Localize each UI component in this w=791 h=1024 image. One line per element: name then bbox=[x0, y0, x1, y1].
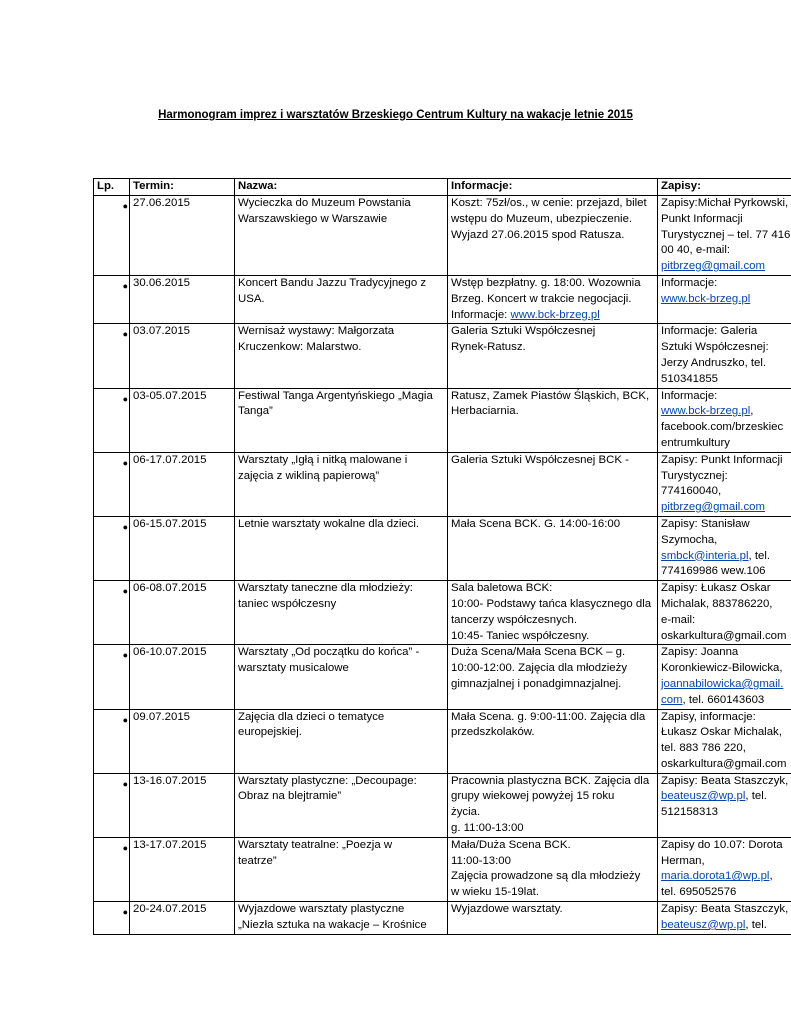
row-signup: Informacje: www.bck-brzeg.pl bbox=[658, 275, 791, 323]
email-link[interactable]: pitbrzeg@gmail.com bbox=[661, 260, 765, 273]
row-signup: Informacje: Galeria Sztuki Współczesnej: Jerzy Andruszko, tel. 510341855 bbox=[658, 324, 791, 388]
table-row bbox=[94, 773, 791, 837]
row-info: Mała Scena BCK. G. 14:00-16:00 bbox=[448, 516, 658, 580]
table-row bbox=[94, 709, 791, 773]
header-nazwa: Nazwa: bbox=[235, 179, 448, 196]
row-date: 30.06.2015 bbox=[130, 275, 235, 323]
bullet-icon: ● bbox=[122, 329, 128, 340]
row-name: Wernisaż wystawy: Małgorzata Kruczenkow: Malarstwo. bbox=[235, 324, 448, 388]
document-title: Harmonogram imprez i warsztatów Brzeskiego Centrum Kultury na wakacje letnie 2015 bbox=[158, 109, 633, 121]
row-number bbox=[94, 324, 130, 388]
row-signup: Zapisy: Stanisław Szymocha, smbck@interia.pl, tel. 774169986 wew.106 bbox=[658, 516, 791, 580]
row-number bbox=[94, 581, 130, 645]
row-name: Warsztaty plastyczne: „Decoupage: Obraz na blejtramie” bbox=[235, 773, 448, 837]
bullet-icon: ● bbox=[122, 586, 128, 597]
row-signup: Zapisy: Łukasz Oskar Michalak, 883786220, e-mail: oskarkultura@gmail.com bbox=[658, 581, 791, 645]
row-name: Warsztaty „Od początku do końca” - warsztaty musicalowe bbox=[235, 645, 448, 709]
bullet-icon: ● bbox=[122, 521, 128, 532]
row-info: Duża Scena/Mała Scena BCK – g. 10:00-12:00. Zajęcia dla młodzieży gimnazjalnej i ponadgimnazjalnej. bbox=[448, 645, 658, 709]
bullet-icon: ● bbox=[122, 778, 128, 789]
website-link[interactable]: www.bck-brzeg.pl bbox=[661, 405, 751, 418]
email-link[interactable]: pitbrzeg@gmail.com bbox=[661, 501, 765, 514]
row-number bbox=[94, 196, 130, 276]
table-row bbox=[94, 645, 791, 709]
row-info: Mała Scena. g. 9:00-11:00. Zajęcia dla przedszkolaków. bbox=[448, 709, 658, 773]
row-number bbox=[94, 645, 130, 709]
bullet-icon: ● bbox=[122, 650, 128, 661]
row-signup: Zapisy:Michał Pyrkowski, Punkt Informacji Turystycznej – tel. 77 416 00 40, e-mail: pitbrzeg@gmail.com bbox=[658, 196, 791, 276]
row-number bbox=[94, 902, 130, 935]
email-link[interactable]: beateusz@wp.pl bbox=[661, 790, 746, 803]
row-number bbox=[94, 709, 130, 773]
table-row bbox=[94, 902, 791, 935]
header-lp: Lp. bbox=[94, 179, 130, 196]
row-date: 13-16.07.2015 bbox=[130, 773, 235, 837]
row-info: Galeria Sztuki Współczesnej BCK - bbox=[448, 452, 658, 516]
header-termin: Termin: bbox=[130, 179, 235, 196]
row-info: Mała/Duża Scena BCK. 11:00-13:00 Zajęcia prowadzone są dla młodzieży w wieku 15-19lat. bbox=[448, 837, 658, 901]
bullet-icon: ● bbox=[122, 842, 128, 853]
row-info: Galeria Sztuki Współczesnej Rynek-Ratusz. bbox=[448, 324, 658, 388]
header-informacje: Informacje: bbox=[448, 179, 658, 196]
events-table bbox=[93, 178, 791, 935]
row-signup: Zapisy: Joanna Koronkiewicz-Bilowicka, joannabilowicka@gmail. com, tel. 660143603 bbox=[658, 645, 791, 709]
row-date: 13-17.07.2015 bbox=[130, 837, 235, 901]
row-signup: Zapisy, informacje: Łukasz Oskar Michalak, tel. 883 786 220, oskarkultura@gmail.com bbox=[658, 709, 791, 773]
row-number bbox=[94, 452, 130, 516]
row-signup: Zapisy: Beata Staszczyk, beateusz@wp.pl, tel. 512158313 bbox=[658, 773, 791, 837]
row-number bbox=[94, 275, 130, 323]
row-date: 06-08.07.2015 bbox=[130, 581, 235, 645]
row-date: 06-10.07.2015 bbox=[130, 645, 235, 709]
row-signup: Zapisy do 10.07: Dorota Herman, maria.dorota1@wp.pl, tel. 695052576 bbox=[658, 837, 791, 901]
row-date: 06-17.07.2015 bbox=[130, 452, 235, 516]
row-name: Warsztaty teatralne: „Poezja w teatrze” bbox=[235, 837, 448, 901]
row-name: Warsztaty taneczne dla młodzieży: taniec współczesny bbox=[235, 581, 448, 645]
table-header-row bbox=[94, 179, 791, 196]
row-info: Pracownia plastyczna BCK. Zajęcia dla grupy wiekowej powyżej 15 roku życia. g. 11:00-13:00 bbox=[448, 773, 658, 837]
table-row bbox=[94, 516, 791, 580]
row-date: 03.07.2015 bbox=[130, 324, 235, 388]
bullet-icon: ● bbox=[122, 280, 128, 291]
row-signup: Zapisy: Beata Staszczyk, beateusz@wp.pl, tel. bbox=[658, 902, 791, 935]
row-date: 20-24.07.2015 bbox=[130, 902, 235, 935]
table-row bbox=[94, 324, 791, 388]
row-number bbox=[94, 773, 130, 837]
row-info: Koszt: 75zł/os., w cenie: przejazd, bilet wstępu do Muzeum, ubezpieczenie. Wyjazd 27.06.2015 spod Ratusza. bbox=[448, 196, 658, 276]
table-row bbox=[94, 452, 791, 516]
email-link[interactable]: beateusz@wp.pl bbox=[661, 918, 746, 931]
bullet-icon: ● bbox=[122, 714, 128, 725]
row-info: Sala baletowa BCK: 10:00- Podstawy tańca klasycznego dla tancerzy współczesnych. 10:45- Taniec współczesny. bbox=[448, 581, 658, 645]
bullet-icon: ● bbox=[122, 457, 128, 468]
row-name: Letnie warsztaty wokalne dla dzieci. bbox=[235, 516, 448, 580]
table-row bbox=[94, 581, 791, 645]
row-info: Ratusz, Zamek Piastów Śląskich, BCK, Herbaciarnia. bbox=[448, 388, 658, 452]
email-link[interactable]: joannabilowicka@gmail. bbox=[661, 677, 784, 690]
row-name: Warsztaty „Igłą i nitką malowane i zajęcia z wikliną papierową” bbox=[235, 452, 448, 516]
bullet-icon: ● bbox=[122, 393, 128, 404]
row-number bbox=[94, 388, 130, 452]
email-link-cont[interactable]: com bbox=[661, 693, 683, 706]
row-name: Wyjazdowe warsztaty plastyczne „Niezła sztuka na wakacje – Krośnice bbox=[235, 902, 448, 935]
row-number bbox=[94, 516, 130, 580]
row-name: Wycieczka do Muzeum Powstania Warszawskiego w Warszawie bbox=[235, 196, 448, 276]
row-name: Festiwal Tanga Argentyńskiego „Magia Tanga” bbox=[235, 388, 448, 452]
table-row bbox=[94, 275, 791, 323]
row-signup: Informacje: www.bck-brzeg.pl, facebook.com/brzeskiec entrumkultury bbox=[658, 388, 791, 452]
website-link[interactable]: www.bck-brzeg.pl bbox=[661, 292, 751, 305]
bullet-icon: ● bbox=[122, 201, 128, 211]
row-number bbox=[94, 837, 130, 901]
row-info: Wyjazdowe warsztaty. bbox=[448, 902, 658, 935]
row-date: 06-15.07.2015 bbox=[130, 516, 235, 580]
row-date: 27.06.2015 bbox=[130, 196, 235, 276]
email-link[interactable]: maria.dorota1@wp.pl bbox=[661, 870, 770, 883]
bullet-icon: ● bbox=[122, 907, 128, 918]
row-date: 03-05.07.2015 bbox=[130, 388, 235, 452]
table-row bbox=[94, 837, 791, 901]
table-row bbox=[94, 196, 791, 276]
row-signup: Zapisy: Punkt Informacji Turystycznej: 774160040, pitbrzeg@gmail.com bbox=[658, 452, 791, 516]
header-zapisy: Zapisy: bbox=[658, 179, 791, 196]
row-name: Koncert Bandu Jazzu Tradycyjnego z USA. bbox=[235, 275, 448, 323]
table-row bbox=[94, 388, 791, 452]
row-info: Wstęp bezpłatny. g. 18:00. Wozownia Brzeg. Koncert w trakcie negocjacji. Informacje: www.bck-brzeg.pl bbox=[448, 275, 658, 323]
row-name: Zajęcia dla dzieci o tematyce europejskiej. bbox=[235, 709, 448, 773]
row-date: 09.07.2015 bbox=[130, 709, 235, 773]
email-link[interactable]: smbck@interia.pl bbox=[661, 549, 749, 562]
website-link[interactable]: www.bck-brzeg.pl bbox=[510, 308, 600, 321]
